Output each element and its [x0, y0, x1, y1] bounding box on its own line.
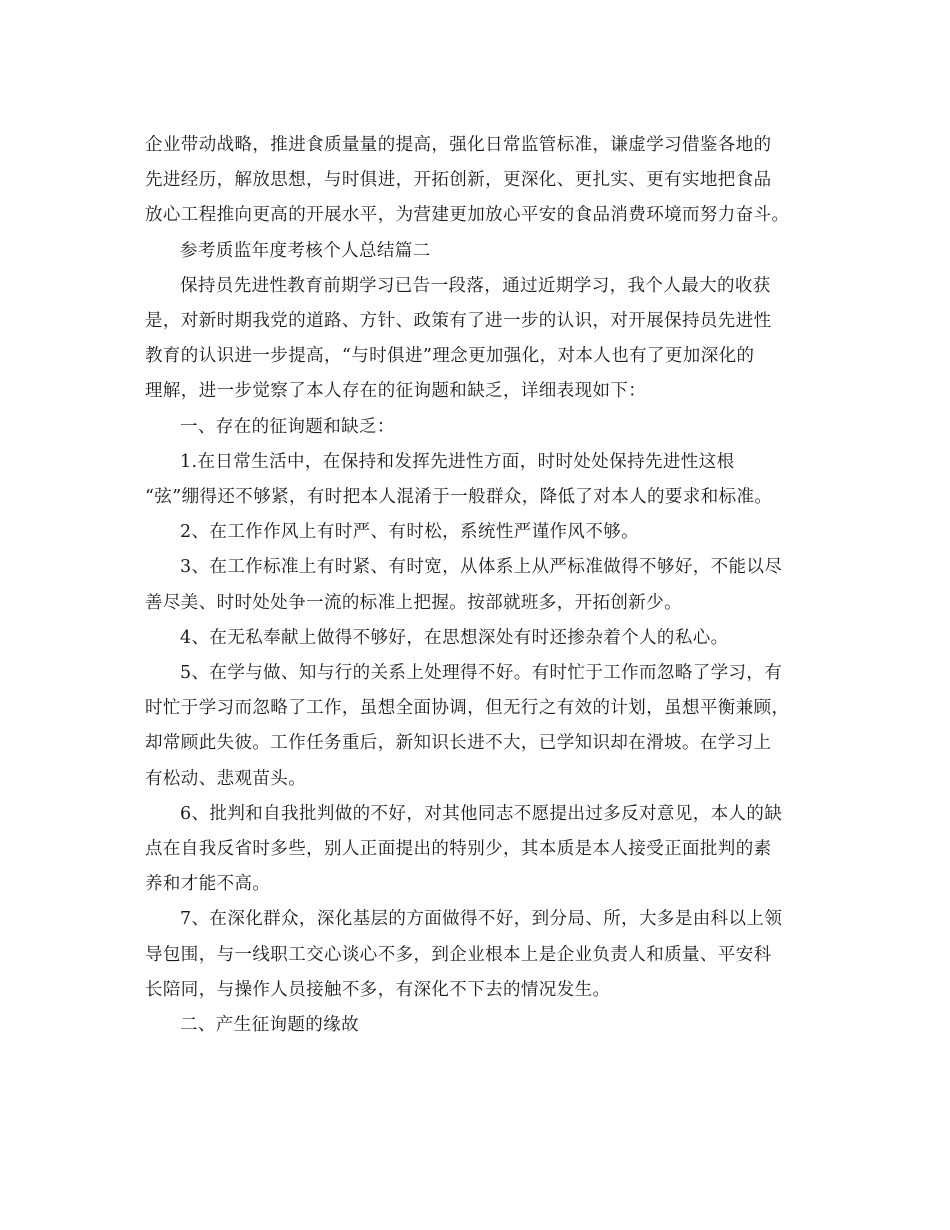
paragraph — [145, 410, 810, 445]
text-line: 1.在日常生活中，在保持和发挥先进性方面，时时处处保持先进性这根 — [180, 451, 735, 472]
paragraph — [145, 797, 810, 903]
text-line: 理解，进一步觉察了本人存在的征询题和缺乏，详细表现如下： — [145, 381, 647, 402]
paragraph — [145, 515, 810, 550]
text-line: 长陪同，与操作人员接触不多，有深化不下去的情况发生。 — [145, 979, 611, 1000]
text-line: 6、批判和自我批判做的不好，对其他同志不愿提出过多反对意见，本人的缺 — [180, 803, 783, 824]
text-line: 二、产生征询题的缘故 — [180, 1015, 359, 1036]
text-line: 有松动、悲观苗头。 — [145, 768, 307, 789]
paragraph — [145, 445, 810, 515]
paragraph — [145, 621, 810, 656]
paragraph — [145, 269, 810, 410]
text-line: 保持员先进性教育前期学习已告一段落，通过近期学习，我个人最大的收获 — [180, 275, 771, 296]
text-line: 时忙于学习而忽略了工作，虽想全面协调，但无行之有效的计划，虽想平衡兼顾， — [145, 698, 790, 719]
text-line: 企业带动战略，推进食质量量的提高，强化日常监管标准，谦虚学习借鉴各地的 — [145, 135, 772, 155]
text-line: 4、在无私奉献上做得不够好，在思想深处有时还掺杂着个人的私心。 — [180, 627, 729, 648]
text-line: 点在自我反省时多些，别人正面提出的特别少，其本质是本人接受正面批判的素 — [145, 839, 772, 860]
text-line: 2、在工作作风上有时严、有时松，系统性严谨作风不够。 — [180, 522, 640, 543]
text-line: 却常顾此失彼。工作任务重后，新知识长进不大，已学知识却在滑坡。在学习上 — [145, 733, 772, 754]
paragraph — [145, 234, 810, 269]
paragraph — [145, 1008, 810, 1043]
paragraph — [145, 128, 810, 234]
text-line: “弦”绷得还不够紧，有时把本人混淆于一般群众，降低了对本人的要求和标准。 — [145, 487, 773, 508]
text-line: 养和才能不高。 — [145, 874, 271, 895]
text-line: 先进经历，解放思想，与时俱进，开拓创新，更深化、更扎实、更有实地把食品 — [145, 170, 772, 191]
text-line: 一、存在的征询题和缺乏： — [180, 416, 395, 437]
text-line: 善尽美、时时处处争一流的标准上把握。按部就班多，开拓创新少。 — [145, 592, 682, 613]
paragraph — [145, 902, 810, 1008]
text-line: 是，对新时期我党的道路、方针、政策有了进一步的认识，对开展保持员先进性 — [145, 311, 772, 332]
text-line: 参考质监年度考核个人总结篇二 — [180, 240, 431, 261]
paragraph — [145, 550, 810, 620]
text-line: 教育的认识进一步提高，“与时俱进”理念更加强化，对本人也有了更加深化的 — [145, 346, 755, 367]
text-line: 3、在工作标准上有时紧、有时宽，从体系上从严标准做得不够好，不能以尽 — [180, 557, 783, 578]
text-line: 5、在学与做、知与行的关系上处理得不好。有时忙于工作而忽略了学习，有 — [180, 663, 783, 684]
text-line: 放心工程推向更高的开展水平，为营建更加放心平安的食品消费环境而努力奋斗。 — [145, 205, 790, 226]
text-line: 导包围，与一线职工交心谈心不多，到企业根本上是企业负责人和质量、平安科 — [145, 944, 772, 965]
text-line: 7、在深化群众，深化基层的方面做得不好，到分局、所，大多是由科以上领 — [180, 909, 783, 930]
paragraph — [145, 656, 810, 797]
document-body — [145, 128, 810, 1043]
